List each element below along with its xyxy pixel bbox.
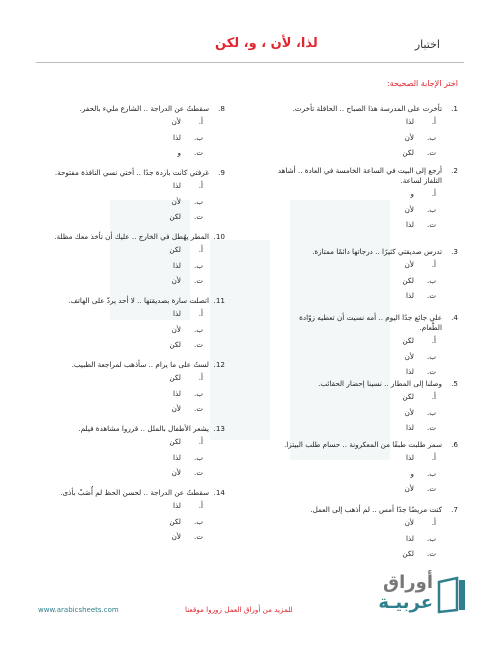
- question-number: 10.: [213, 232, 225, 241]
- question-6: [268, 440, 458, 497]
- option-item[interactable]: ب.لذا: [173, 132, 203, 142]
- option-item[interactable]: ب.لكن: [402, 275, 436, 285]
- option-item[interactable]: ب.لأن: [404, 204, 436, 214]
- logo-text: أوراق: [383, 572, 433, 593]
- option-item[interactable]: ت.لذا: [406, 220, 436, 229]
- question-8: [35, 104, 225, 161]
- question-text: اتصلت سارة بصديقتها .. لا أحد يردّ على الهاتف.: [68, 296, 209, 305]
- option-item[interactable]: أ.لذا: [406, 453, 436, 462]
- option-item[interactable]: ب.لأن: [404, 407, 436, 417]
- option-item[interactable]: ب.لذا: [406, 533, 436, 543]
- option-item[interactable]: أ.لكن: [169, 437, 203, 446]
- question-number: 11.: [213, 296, 225, 305]
- question-4: [268, 313, 458, 380]
- option-item[interactable]: ب.و: [410, 468, 436, 478]
- option-item[interactable]: ت.و: [177, 148, 203, 157]
- question-text: سمر طلبت طبقًا من المعكرونة .. حسام طلب البيتزا.: [283, 440, 442, 449]
- option-item[interactable]: أ.لذا: [173, 501, 203, 510]
- option-item[interactable]: ب.لأن: [404, 132, 436, 142]
- option-item[interactable]: ب.لأن: [404, 351, 436, 361]
- question-12: [35, 360, 225, 417]
- option-item[interactable]: أ.و: [410, 189, 436, 198]
- option-item[interactable]: أ.لكن: [402, 392, 436, 401]
- option-item[interactable]: ت.لأن: [171, 276, 203, 285]
- option-item[interactable]: ت.لأن: [171, 468, 203, 477]
- option-item[interactable]: أ.لذا: [173, 181, 203, 190]
- question-1: [268, 104, 458, 161]
- question-text: المطر يهُطل في الخارج .. عليك أن تأخذ معك مظلة.: [54, 232, 209, 241]
- question-number: 14.: [213, 488, 225, 497]
- question-number: 4.: [451, 313, 458, 322]
- question-number: 5.: [451, 379, 458, 388]
- question-3: [268, 247, 458, 304]
- question-text: لستُ على ما يرام .. سأذهب لمراجعة الطبيب.: [71, 360, 209, 369]
- option-item[interactable]: ب.لكن: [169, 516, 203, 526]
- option-item[interactable]: أ.لذا: [406, 117, 436, 126]
- option-item[interactable]: أ.لكن: [402, 336, 436, 345]
- option-item[interactable]: ت.لأن: [404, 484, 436, 493]
- question-number: 3.: [451, 247, 458, 256]
- question-number: 7.: [451, 505, 458, 514]
- option-item[interactable]: ت.لذا: [406, 291, 436, 300]
- question-2: [268, 166, 458, 233]
- worksheet-title: لذا، لأن ، و، لكن: [215, 36, 318, 51]
- option-item[interactable]: ت.لكن: [402, 148, 436, 157]
- question-7: [268, 505, 458, 562]
- question-text: علي جائع جدًا اليوم .. أمه نسيت أن تعطيه زوّادة الطّعام.: [299, 313, 442, 332]
- question-number: 13.: [213, 424, 225, 433]
- option-item[interactable]: أ.لكن: [169, 245, 203, 254]
- promo-text: للمزيد من أوراق العمل زوروا موقعنا: [185, 605, 293, 614]
- question-text: أرجع إلى البيت في الساعة الخامسة في العادة .. أشاهد التلفاز لساعة.: [277, 166, 442, 185]
- option-item[interactable]: ب.لأن: [171, 196, 203, 206]
- option-item[interactable]: أ.لأن: [171, 117, 203, 126]
- option-item[interactable]: ت.لكن: [402, 549, 436, 558]
- question-text: تأخرت على المدرسة هذا الصباح .. الحافلة تأخرت.: [292, 104, 442, 113]
- question-14: [35, 488, 225, 545]
- option-item[interactable]: ب.لذا: [173, 452, 203, 462]
- question-text: سقطتُ عن الدراجة .. لحسن الحظ لم أُصَبْ بأذى.: [60, 488, 209, 497]
- question-text: غرفتي كانت باردة جدًا .. أختي نسي النافذة مفتوحة.: [54, 168, 209, 177]
- question-number: 1.: [451, 104, 458, 113]
- question-number: 6.: [451, 440, 458, 449]
- question-5: [268, 379, 458, 436]
- option-item[interactable]: ت.لكن: [169, 212, 203, 221]
- option-item[interactable]: ت.لذا: [406, 423, 436, 432]
- question-number: 8.: [218, 104, 225, 113]
- question-text: وصلنا إلى المطار .. نسينا إحضار الحقائب.: [318, 379, 442, 388]
- option-item[interactable]: ت.لكن: [169, 340, 203, 349]
- book-icon: [437, 576, 467, 614]
- option-item[interactable]: أ.لأن: [404, 260, 436, 269]
- instruction-text: اختر الإجابة الصحيحة:: [386, 79, 458, 88]
- option-item[interactable]: أ.لذا: [173, 309, 203, 318]
- question-11: [35, 296, 225, 353]
- question-number: 2.: [451, 166, 458, 175]
- question-10: [35, 232, 225, 289]
- option-item[interactable]: ب.لأن: [171, 324, 203, 334]
- worksheet-label: اختبار: [414, 38, 440, 51]
- question-9: [35, 168, 225, 225]
- brand-logo[interactable]: [363, 572, 467, 620]
- question-text: يشعر الأطفال بالملل .. قرروا مشاهدة فيلم.: [78, 424, 209, 433]
- question-13: [35, 424, 225, 481]
- option-item[interactable]: أ.لكن: [169, 373, 203, 382]
- option-item[interactable]: ت.لذا: [406, 367, 436, 376]
- option-item[interactable]: ت.لأن: [171, 404, 203, 413]
- option-item[interactable]: ب.لذا: [173, 388, 203, 398]
- header-divider: [36, 62, 464, 63]
- question-number: 12.: [213, 360, 225, 369]
- option-item[interactable]: ب.لذا: [173, 260, 203, 270]
- website-link[interactable]: www.arabicsheets.com: [38, 606, 119, 614]
- question-text: تدرس صديقتي كثيرًا .. درجاتها دائمًا ممتازة.: [312, 247, 442, 256]
- question-text: سقطتُ عن الدراجة .. الشارع مليء بالحفر.: [79, 104, 209, 113]
- option-item[interactable]: أ.لأن: [404, 518, 436, 527]
- question-number: 9.: [218, 168, 225, 177]
- logo-text: عربيـة: [378, 592, 433, 613]
- option-item[interactable]: ت.لأن: [171, 532, 203, 541]
- question-text: كنت مريضًا جدًا أمس .. لم أذهب إلى العمل.: [310, 505, 442, 514]
